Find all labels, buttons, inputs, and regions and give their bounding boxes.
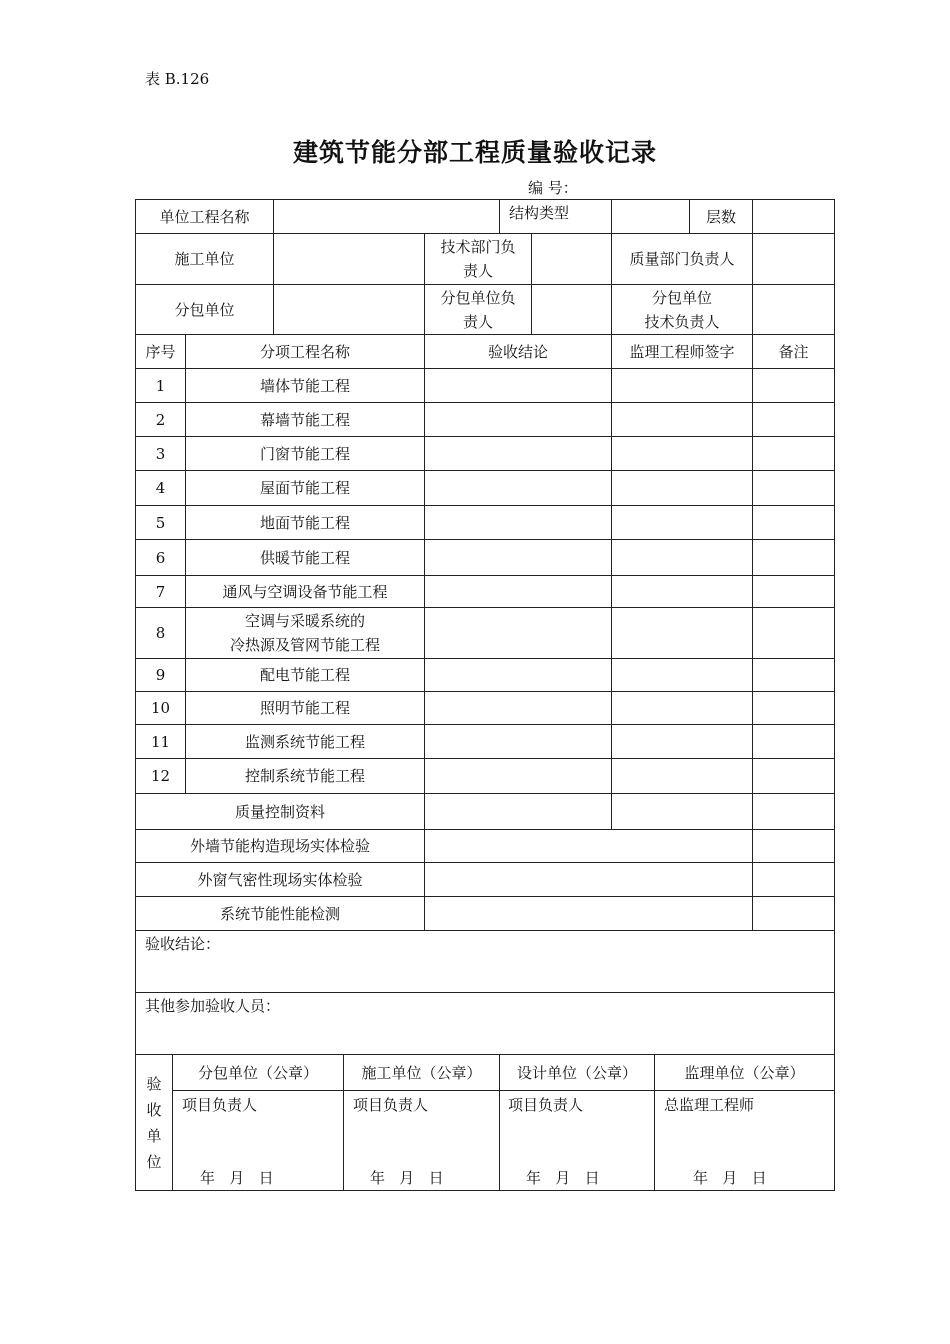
row-divider: [135, 992, 835, 993]
column-header-supervisor: 监理工程师签字: [629, 342, 735, 361]
unit-title-subcontractor: 分包单位（公章）: [197, 1063, 318, 1082]
item-number: 3: [155, 444, 166, 463]
column-header-no: 序号: [145, 342, 176, 361]
col-divider: [611, 334, 612, 829]
unit-project-name-label: 单位工程名称: [159, 207, 250, 226]
row-divider: [172, 1090, 835, 1091]
item-name: [186, 608, 424, 658]
check-exterior-wall-inspection: 外墙节能构造现场实体检验: [189, 837, 370, 855]
acceptance-char: 验: [146, 1074, 162, 1093]
col-divider: [611, 199, 612, 233]
sub-head-line2: 责人: [462, 312, 493, 331]
subcontractor-tech-head-label: [612, 285, 752, 334]
sub-tech-line2: 技术负责人: [644, 312, 720, 331]
item-number: 11: [150, 732, 171, 751]
item-number: 7: [155, 582, 166, 601]
column-header-item: 分项工程名称: [259, 342, 350, 361]
item-number: 5: [155, 513, 166, 532]
subcontractor-label: 分包单位: [174, 300, 235, 319]
item-number: 1: [155, 376, 166, 395]
acceptance-units-label: [136, 1055, 172, 1190]
item-name: 供暖节能工程: [259, 548, 350, 567]
acceptance-char: 位: [146, 1152, 162, 1171]
item-name: 墙体节能工程: [259, 376, 350, 395]
unit-date-supervisor: 年 月 日: [693, 1169, 767, 1187]
item-name: 控制系统节能工程: [244, 767, 365, 785]
item-name: 门窗节能工程: [259, 444, 350, 463]
tech-head-line2: 责人: [462, 262, 493, 280]
column-header-conclusion: 验收结论: [487, 342, 548, 361]
col-divider: [531, 233, 532, 334]
item-number: 8: [155, 624, 166, 642]
check-system-performance: 系统节能性能检测: [219, 904, 340, 923]
row-divider: [135, 930, 835, 931]
item-name: 地面节能工程: [259, 513, 350, 532]
acceptance-char: 单: [146, 1126, 162, 1145]
unit-role-designer: 项目负责人: [508, 1096, 584, 1114]
unit-date-subcontractor: 年 月 日: [200, 1169, 274, 1187]
item-name: 照明节能工程: [259, 699, 350, 717]
item-number: 4: [155, 479, 166, 497]
unit-title-supervisor: 监理单位（公章）: [684, 1063, 805, 1082]
item-number: 9: [155, 666, 166, 684]
unit-title-contractor: 施工单位（公章）: [361, 1063, 482, 1082]
item-name: 通风与空调设备节能工程: [222, 582, 388, 601]
structure-type-label: 结构类型: [509, 204, 570, 222]
acceptance-char: 收: [146, 1100, 162, 1119]
item-name-line1: 空调与采暖系统的: [244, 612, 365, 630]
acceptance-conclusion-label: 验收结论：: [145, 935, 221, 953]
col-divider: [499, 199, 500, 233]
item-name: 监测系统节能工程: [244, 732, 365, 751]
unit-date-contractor: 年 月 日: [370, 1169, 444, 1187]
col-divider: [752, 334, 753, 930]
unit-role-supervisor: 总监理工程师: [664, 1096, 755, 1114]
contractor-label: 施工单位: [174, 250, 235, 268]
table-reference: 表 B.126: [145, 70, 210, 88]
quality-department-head-label: 质量部门负责人: [629, 250, 735, 268]
item-name: 屋面节能工程: [259, 479, 350, 497]
item-name: 配电节能工程: [259, 666, 350, 684]
serial-number-label: 编 号：: [528, 179, 578, 197]
subcontractor-head-label: [425, 285, 531, 334]
unit-title-designer: 设计单位（公章）: [516, 1063, 637, 1082]
sub-tech-line1: 分包单位: [651, 288, 712, 307]
tech-head-line1: 技术部门负: [440, 238, 516, 256]
col-divider: [752, 199, 753, 233]
item-name: 幕墙节能工程: [259, 410, 350, 429]
document-title: 建筑节能分部工程质量验收记录: [292, 138, 657, 167]
floors-label: 层数: [705, 207, 736, 226]
other-participants-label: 其他参加验收人员：: [145, 997, 281, 1015]
column-header-remark: 备注: [778, 342, 809, 361]
check-quality-control-data: 质量控制资料: [234, 802, 325, 821]
item-number: 12: [150, 767, 171, 785]
tech-department-head-label: [425, 234, 531, 284]
item-number: 2: [155, 410, 166, 429]
item-number: 10: [150, 699, 171, 717]
col-divider: [273, 199, 274, 334]
unit-role-subcontractor: 项目负责人: [182, 1096, 258, 1114]
check-window-airtightness: 外窗气密性现场实体检验: [197, 870, 363, 889]
unit-date-designer: 年 月 日: [526, 1169, 600, 1187]
col-divider: [424, 334, 425, 930]
item-number: 6: [155, 548, 166, 567]
unit-role-contractor: 项目负责人: [353, 1096, 429, 1114]
sub-head-line1: 分包单位负: [440, 288, 516, 307]
col-divider: [752, 233, 753, 334]
item-name-line2: 冷热源及管网节能工程: [229, 636, 380, 654]
